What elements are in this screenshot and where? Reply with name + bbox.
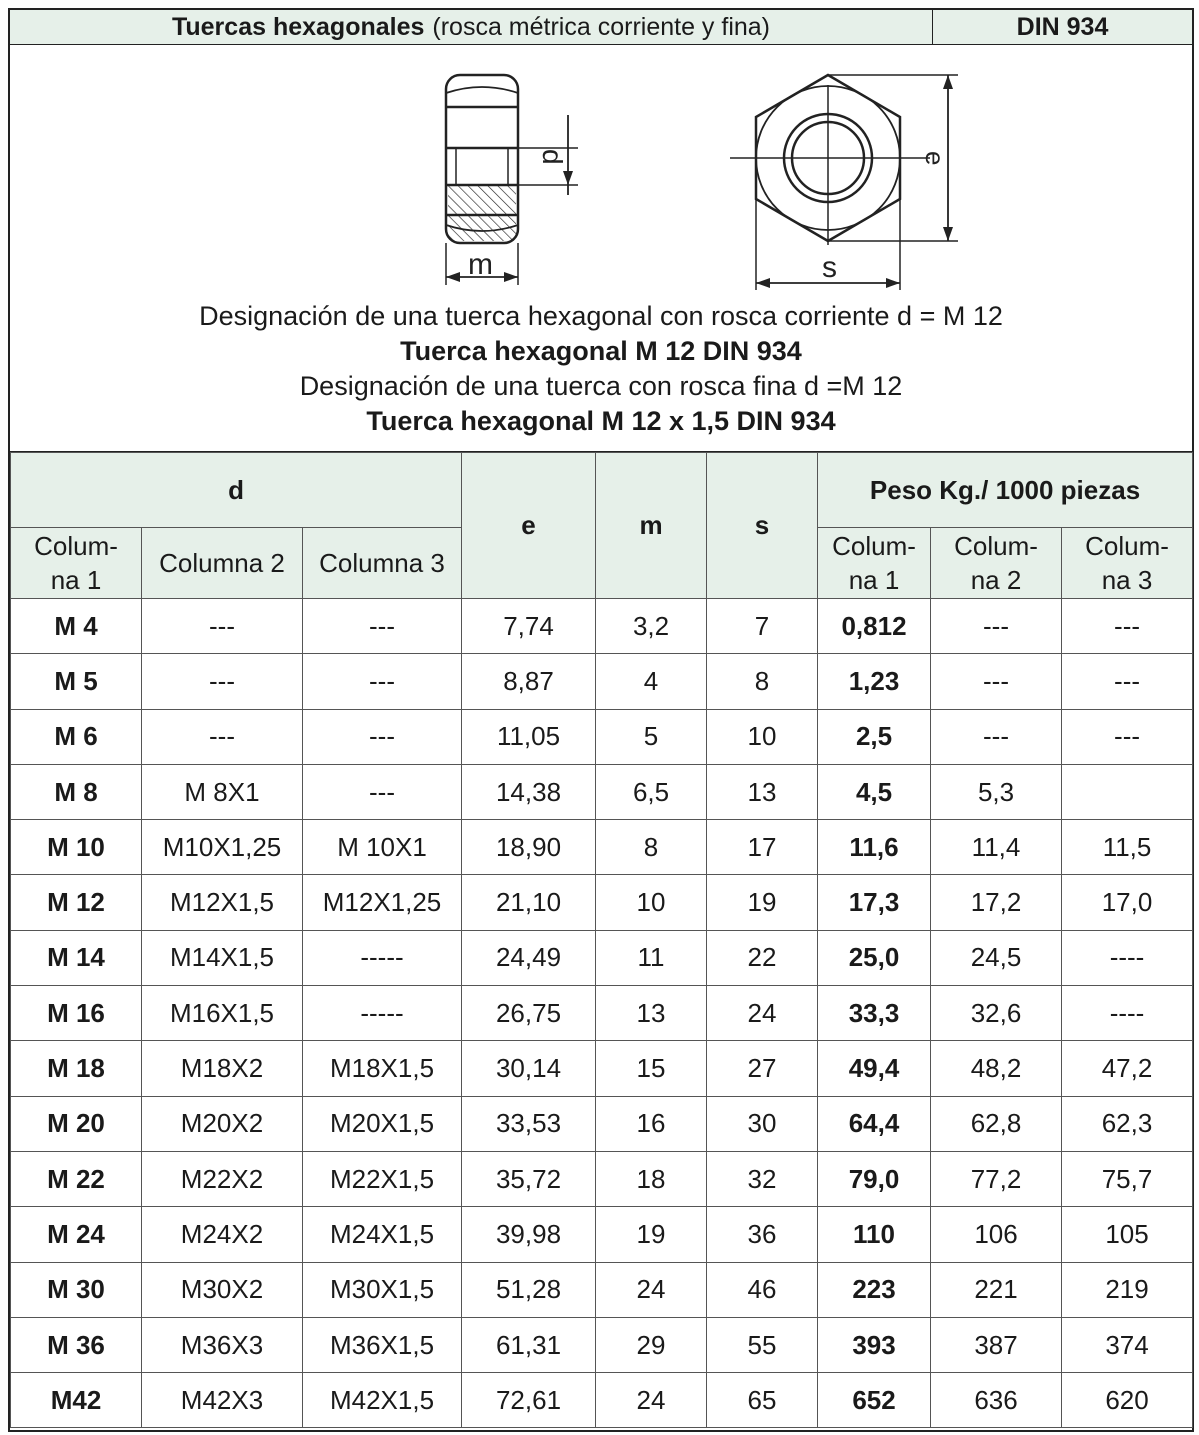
cell-d-col3: M30X1,5 — [303, 1262, 462, 1317]
cell-s: 19 — [707, 875, 818, 930]
cell-d-col2: M12X1,5 — [142, 875, 303, 930]
header-d-col3: Columna 3 — [303, 528, 462, 599]
cell-m: 11 — [596, 930, 707, 985]
title — [10, 10, 933, 44]
cell-d-col1: M 6 — [11, 709, 142, 764]
cell-m: 4 — [596, 654, 707, 709]
cell-s: 24 — [707, 986, 818, 1041]
designation-line-3: Designación de una tuerca con rosca fina d =M 12 — [299, 371, 903, 401]
cell-d-col2: M 8X1 — [142, 764, 303, 819]
cell-s: 32 — [707, 1151, 818, 1206]
cell-d-col2: M24X2 — [142, 1207, 303, 1262]
cell-s: 36 — [707, 1207, 818, 1262]
cell-m: 24 — [596, 1262, 707, 1317]
cell-m: 15 — [596, 1041, 707, 1096]
cell-peso-col2: 11,4 — [931, 820, 1062, 875]
cell-e: 21,10 — [462, 875, 596, 930]
table-row — [11, 820, 1193, 875]
cell-peso-col3: ---- — [1062, 986, 1193, 1041]
cell-peso-col1: 223 — [818, 1262, 931, 1317]
cell-s: 30 — [707, 1096, 818, 1151]
standard-code: DIN 934 — [1016, 12, 1109, 41]
cell-m: 13 — [596, 986, 707, 1041]
cell-d-col2: --- — [142, 599, 303, 654]
dim-s-label: s — [822, 251, 837, 284]
cell-e: 35,72 — [462, 1151, 596, 1206]
cell-m: 16 — [596, 1096, 707, 1151]
cell-peso-col2: 32,6 — [931, 986, 1062, 1041]
cell-peso-col1: 33,3 — [818, 986, 931, 1041]
cell-d-col3: ----- — [303, 930, 462, 985]
cell-d-col1: M 16 — [11, 986, 142, 1041]
cell-peso-col1: 4,5 — [818, 764, 931, 819]
cell-peso-col3: 62,3 — [1062, 1096, 1193, 1151]
cell-e: 72,61 — [462, 1373, 596, 1428]
cell-s: 22 — [707, 930, 818, 985]
header-peso-col1: Colum- na 1 — [818, 528, 931, 599]
cell-peso-col1: 79,0 — [818, 1151, 931, 1206]
cell-d-col1: M 30 — [11, 1262, 142, 1317]
cell-d-col3: M20X1,5 — [303, 1096, 462, 1151]
cell-e: 8,87 — [462, 654, 596, 709]
cell-peso-col3: 620 — [1062, 1373, 1193, 1428]
cell-peso-col1: 11,6 — [818, 820, 931, 875]
cell-d-col2: M16X1,5 — [142, 986, 303, 1041]
side-view — [446, 75, 578, 285]
cell-peso-col1: 110 — [818, 1207, 931, 1262]
dim-d-label: d — [537, 149, 568, 165]
cell-e: 24,49 — [462, 930, 596, 985]
cell-d-col2: M30X2 — [142, 1262, 303, 1317]
cell-peso-col1: 652 — [818, 1373, 931, 1428]
cell-d-col3: M12X1,25 — [303, 875, 462, 930]
cell-peso-col3: 105 — [1062, 1207, 1193, 1262]
cell-d-col2: M18X2 — [142, 1041, 303, 1096]
cell-m: 18 — [596, 1151, 707, 1206]
cell-e: 39,98 — [462, 1207, 596, 1262]
cell-d-col1: M 12 — [11, 875, 142, 930]
cell-d-col2: M14X1,5 — [142, 930, 303, 985]
cell-m: 5 — [596, 709, 707, 764]
cell-d-col3: --- — [303, 764, 462, 819]
cell-e: 18,90 — [462, 820, 596, 875]
cell-e: 61,31 — [462, 1317, 596, 1372]
cell-peso-col3: 374 — [1062, 1317, 1193, 1372]
cell-m: 24 — [596, 1373, 707, 1428]
cell-peso-col3: 17,0 — [1062, 875, 1193, 930]
cell-d-col2: M22X2 — [142, 1151, 303, 1206]
top-view — [730, 75, 958, 290]
cell-d-col3: M22X1,5 — [303, 1151, 462, 1206]
cell-d-col3: --- — [303, 709, 462, 764]
cell-peso-col3: 75,7 — [1062, 1151, 1193, 1206]
table-row — [11, 764, 1193, 819]
dim-m-label: m — [468, 248, 493, 281]
header-peso: Peso Kg./ 1000 piezas — [818, 453, 1193, 528]
table-row — [11, 875, 1193, 930]
table-row — [11, 1207, 1193, 1262]
cell-d-col2: --- — [142, 654, 303, 709]
cell-peso-col2: 62,8 — [931, 1096, 1062, 1151]
header-peso-col2: Colum- na 2 — [931, 528, 1062, 599]
cell-peso-col2: --- — [931, 654, 1062, 709]
cell-s: 46 — [707, 1262, 818, 1317]
cell-m: 29 — [596, 1317, 707, 1372]
header-d-col2: Columna 2 — [142, 528, 303, 599]
table-row — [11, 930, 1193, 985]
cell-d-col1: M 18 — [11, 1041, 142, 1096]
cell-d-col1: M 20 — [11, 1096, 142, 1151]
cell-d-col1: M 24 — [11, 1207, 142, 1262]
cell-peso-col3: 47,2 — [1062, 1041, 1193, 1096]
cell-peso-col2: --- — [931, 709, 1062, 764]
dim-e-label: e — [920, 151, 950, 166]
cell-peso-col3: --- — [1062, 599, 1193, 654]
header-d: d — [11, 453, 462, 528]
title-subtitle: (rosca métrica corriente y fina) — [432, 12, 771, 41]
cell-s: 8 — [707, 654, 818, 709]
cell-peso-col1: 2,5 — [818, 709, 931, 764]
cell-d-col1: M 14 — [11, 930, 142, 985]
header-d-col1: Colum- na 1 — [11, 528, 142, 599]
cell-peso-col2: 17,2 — [931, 875, 1062, 930]
cell-peso-col1: 49,4 — [818, 1041, 931, 1096]
cell-peso-col3: ---- — [1062, 930, 1193, 985]
cell-d-col1: M 4 — [11, 599, 142, 654]
header-e: e — [462, 453, 596, 599]
cell-m: 3,2 — [596, 599, 707, 654]
cell-peso-col1: 0,812 — [818, 599, 931, 654]
header-peso-col3: Colum- na 3 — [1062, 528, 1193, 599]
table-body — [11, 599, 1193, 1428]
technical-drawing — [10, 45, 1192, 452]
cell-m: 6,5 — [596, 764, 707, 819]
cell-d-col2: --- — [142, 709, 303, 764]
cell-m: 8 — [596, 820, 707, 875]
cell-d-col3: --- — [303, 599, 462, 654]
cell-s: 27 — [707, 1041, 818, 1096]
cell-peso-col3: 11,5 — [1062, 820, 1193, 875]
cell-peso-col1: 64,4 — [818, 1096, 931, 1151]
cell-d-col3: M18X1,5 — [303, 1041, 462, 1096]
cell-s: 13 — [707, 764, 818, 819]
cell-d-col2: M42X3 — [142, 1373, 303, 1428]
cell-e: 33,53 — [462, 1096, 596, 1151]
cell-d-col1: M 22 — [11, 1151, 142, 1206]
cell-d-col3: M 10X1 — [303, 820, 462, 875]
cell-e: 14,38 — [462, 764, 596, 819]
cell-peso-col2: 106 — [931, 1207, 1062, 1262]
cell-d-col3: --- — [303, 654, 462, 709]
cell-e: 30,14 — [462, 1041, 596, 1096]
cell-e: 11,05 — [462, 709, 596, 764]
cell-d-col3: ----- — [303, 986, 462, 1041]
cell-peso-col3: 219 — [1062, 1262, 1193, 1317]
cell-s: 55 — [707, 1317, 818, 1372]
cell-peso-col2: 77,2 — [931, 1151, 1062, 1206]
cell-e: 7,74 — [462, 599, 596, 654]
cell-d-col2: M10X1,25 — [142, 820, 303, 875]
cell-d-col1: M 5 — [11, 654, 142, 709]
table-row — [11, 1151, 1193, 1206]
cell-peso-col3: --- — [1062, 654, 1193, 709]
table-row — [11, 1373, 1193, 1428]
cell-d-col2: M20X2 — [142, 1096, 303, 1151]
cell-peso-col2: 221 — [931, 1262, 1062, 1317]
cell-s: 7 — [707, 599, 818, 654]
title-bold: Tuercas hexagonales — [171, 12, 425, 41]
table-row — [11, 986, 1193, 1041]
cell-d-col1: M42 — [11, 1373, 142, 1428]
cell-d-col3: M36X1,5 — [303, 1317, 462, 1372]
header-s: s — [707, 453, 818, 599]
cell-peso-col2: 387 — [931, 1317, 1062, 1372]
table-row — [11, 1317, 1193, 1372]
cell-m: 19 — [596, 1207, 707, 1262]
cell-e: 26,75 — [462, 986, 596, 1041]
cell-peso-col2: 636 — [931, 1373, 1062, 1428]
cell-e: 51,28 — [462, 1262, 596, 1317]
designation-line-2: Tuerca hexagonal M 12 DIN 934 — [400, 336, 802, 366]
cell-peso-col2: 48,2 — [931, 1041, 1062, 1096]
cell-d-col3: M24X1,5 — [303, 1207, 462, 1262]
cell-peso-col2: 5,3 — [931, 764, 1062, 819]
table-row — [11, 1041, 1193, 1096]
cell-s: 10 — [707, 709, 818, 764]
cell-peso-col1: 1,23 — [818, 654, 931, 709]
cell-peso-col2: 24,5 — [931, 930, 1062, 985]
table-row — [11, 709, 1193, 764]
cell-peso-col1: 25,0 — [818, 930, 931, 985]
designation-line-4: Tuerca hexagonal M 12 x 1,5 DIN 934 — [366, 406, 836, 436]
header-m: m — [596, 453, 707, 599]
cell-d-col1: M 8 — [11, 764, 142, 819]
cell-s: 17 — [707, 820, 818, 875]
cell-d-col1: M 36 — [11, 1317, 142, 1372]
dimensions-table — [10, 452, 1193, 1428]
title-bar — [10, 10, 1192, 45]
cell-d-col1: M 10 — [11, 820, 142, 875]
cell-s: 65 — [707, 1373, 818, 1428]
datasheet — [8, 8, 1194, 1432]
designation-line-1: Designación de una tuerca hexagonal con rosca corriente d = M 12 — [199, 301, 1003, 331]
table-row — [11, 599, 1193, 654]
table-row — [11, 1096, 1193, 1151]
cell-peso-col3 — [1062, 764, 1193, 819]
cell-peso-col2: --- — [931, 599, 1062, 654]
table-row — [11, 654, 1193, 709]
cell-d-col2: M36X3 — [142, 1317, 303, 1372]
cell-peso-col1: 17,3 — [818, 875, 931, 930]
table-row — [11, 1262, 1193, 1317]
cell-peso-col1: 393 — [818, 1317, 931, 1372]
cell-d-col3: M42X1,5 — [303, 1373, 462, 1428]
cell-m: 10 — [596, 875, 707, 930]
cell-peso-col3: --- — [1062, 709, 1193, 764]
